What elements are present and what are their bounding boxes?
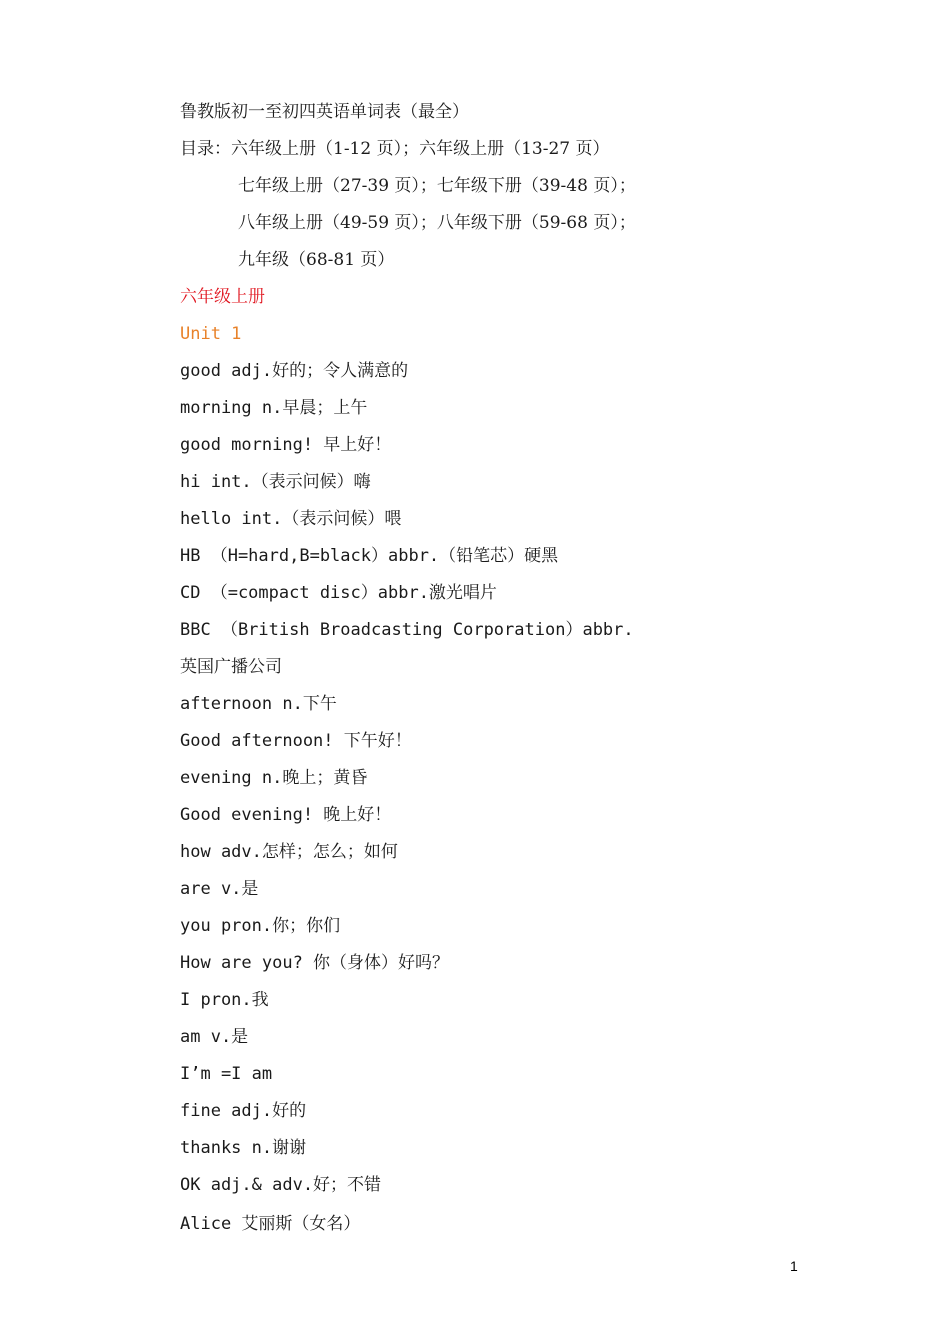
vocab-entry-continuation: 英国广播公司 — [180, 657, 282, 677]
toc-line-3: 八年级上册（49-59 页）；八年级下册（59-68 页）； — [238, 213, 636, 233]
vocab-entry: hello int.（表示问候）喂 — [180, 509, 402, 529]
vocab-entry: evening n.晚上；黄昏 — [180, 768, 368, 788]
document-title: 鲁教版初一至初四英语单词表（最全） — [180, 102, 469, 122]
toc-line-1: 目录：六年级上册（1-12 页）；六年级上册（13-27 页） — [180, 139, 610, 159]
unit-heading: Unit 1 — [180, 324, 242, 344]
vocab-entry: you pron.你；你们 — [180, 916, 341, 936]
vocab-entry: fine adj.好的 — [180, 1101, 307, 1121]
vocab-entry: how adv.怎样；怎么；如何 — [180, 842, 398, 862]
vocab-entry: Alice 艾丽斯（女名） — [180, 1214, 361, 1234]
vocab-entry: thanks n.谢谢 — [180, 1138, 307, 1158]
vocab-entry: good morning! 早上好！ — [180, 435, 392, 455]
vocab-entry: I’m =I am — [180, 1064, 273, 1084]
vocab-entry: CD （=compact disc）abbr.激光唱片 — [180, 583, 497, 603]
vocab-entry: morning n.早晨；上午 — [180, 398, 368, 418]
toc-line-2: 七年级上册（27-39 页）；七年级下册（39-48 页）； — [238, 176, 636, 196]
toc-line-4: 九年级（68-81 页） — [238, 250, 395, 270]
page-number: 1 — [790, 1258, 798, 1274]
vocab-entry: BBC （British Broadcasting Corporation）abbr. — [180, 620, 634, 640]
vocab-entry: good adj.好的；令人满意的 — [180, 361, 409, 381]
vocab-entry: Good evening! 晚上好！ — [180, 805, 392, 825]
vocab-entry: are v.是 — [180, 879, 259, 899]
vocab-entry: hi int.（表示问候）嗨 — [180, 472, 371, 492]
vocab-entry: HB （H=hard,B=black）abbr.（铅笔芯）硬黑 — [180, 546, 559, 566]
vocab-entry: OK adj.& adv.好；不错 — [180, 1175, 382, 1195]
vocab-entry: I pron.我 — [180, 990, 269, 1010]
vocab-entry: Good afternoon! 下午好！ — [180, 731, 412, 751]
section-heading: 六年级上册 — [180, 287, 265, 307]
vocab-entry: afternoon n.下午 — [180, 694, 337, 714]
vocab-entry: am v.是 — [180, 1027, 249, 1047]
vocab-entry: How are you? 你（身体）好吗？ — [180, 953, 450, 973]
